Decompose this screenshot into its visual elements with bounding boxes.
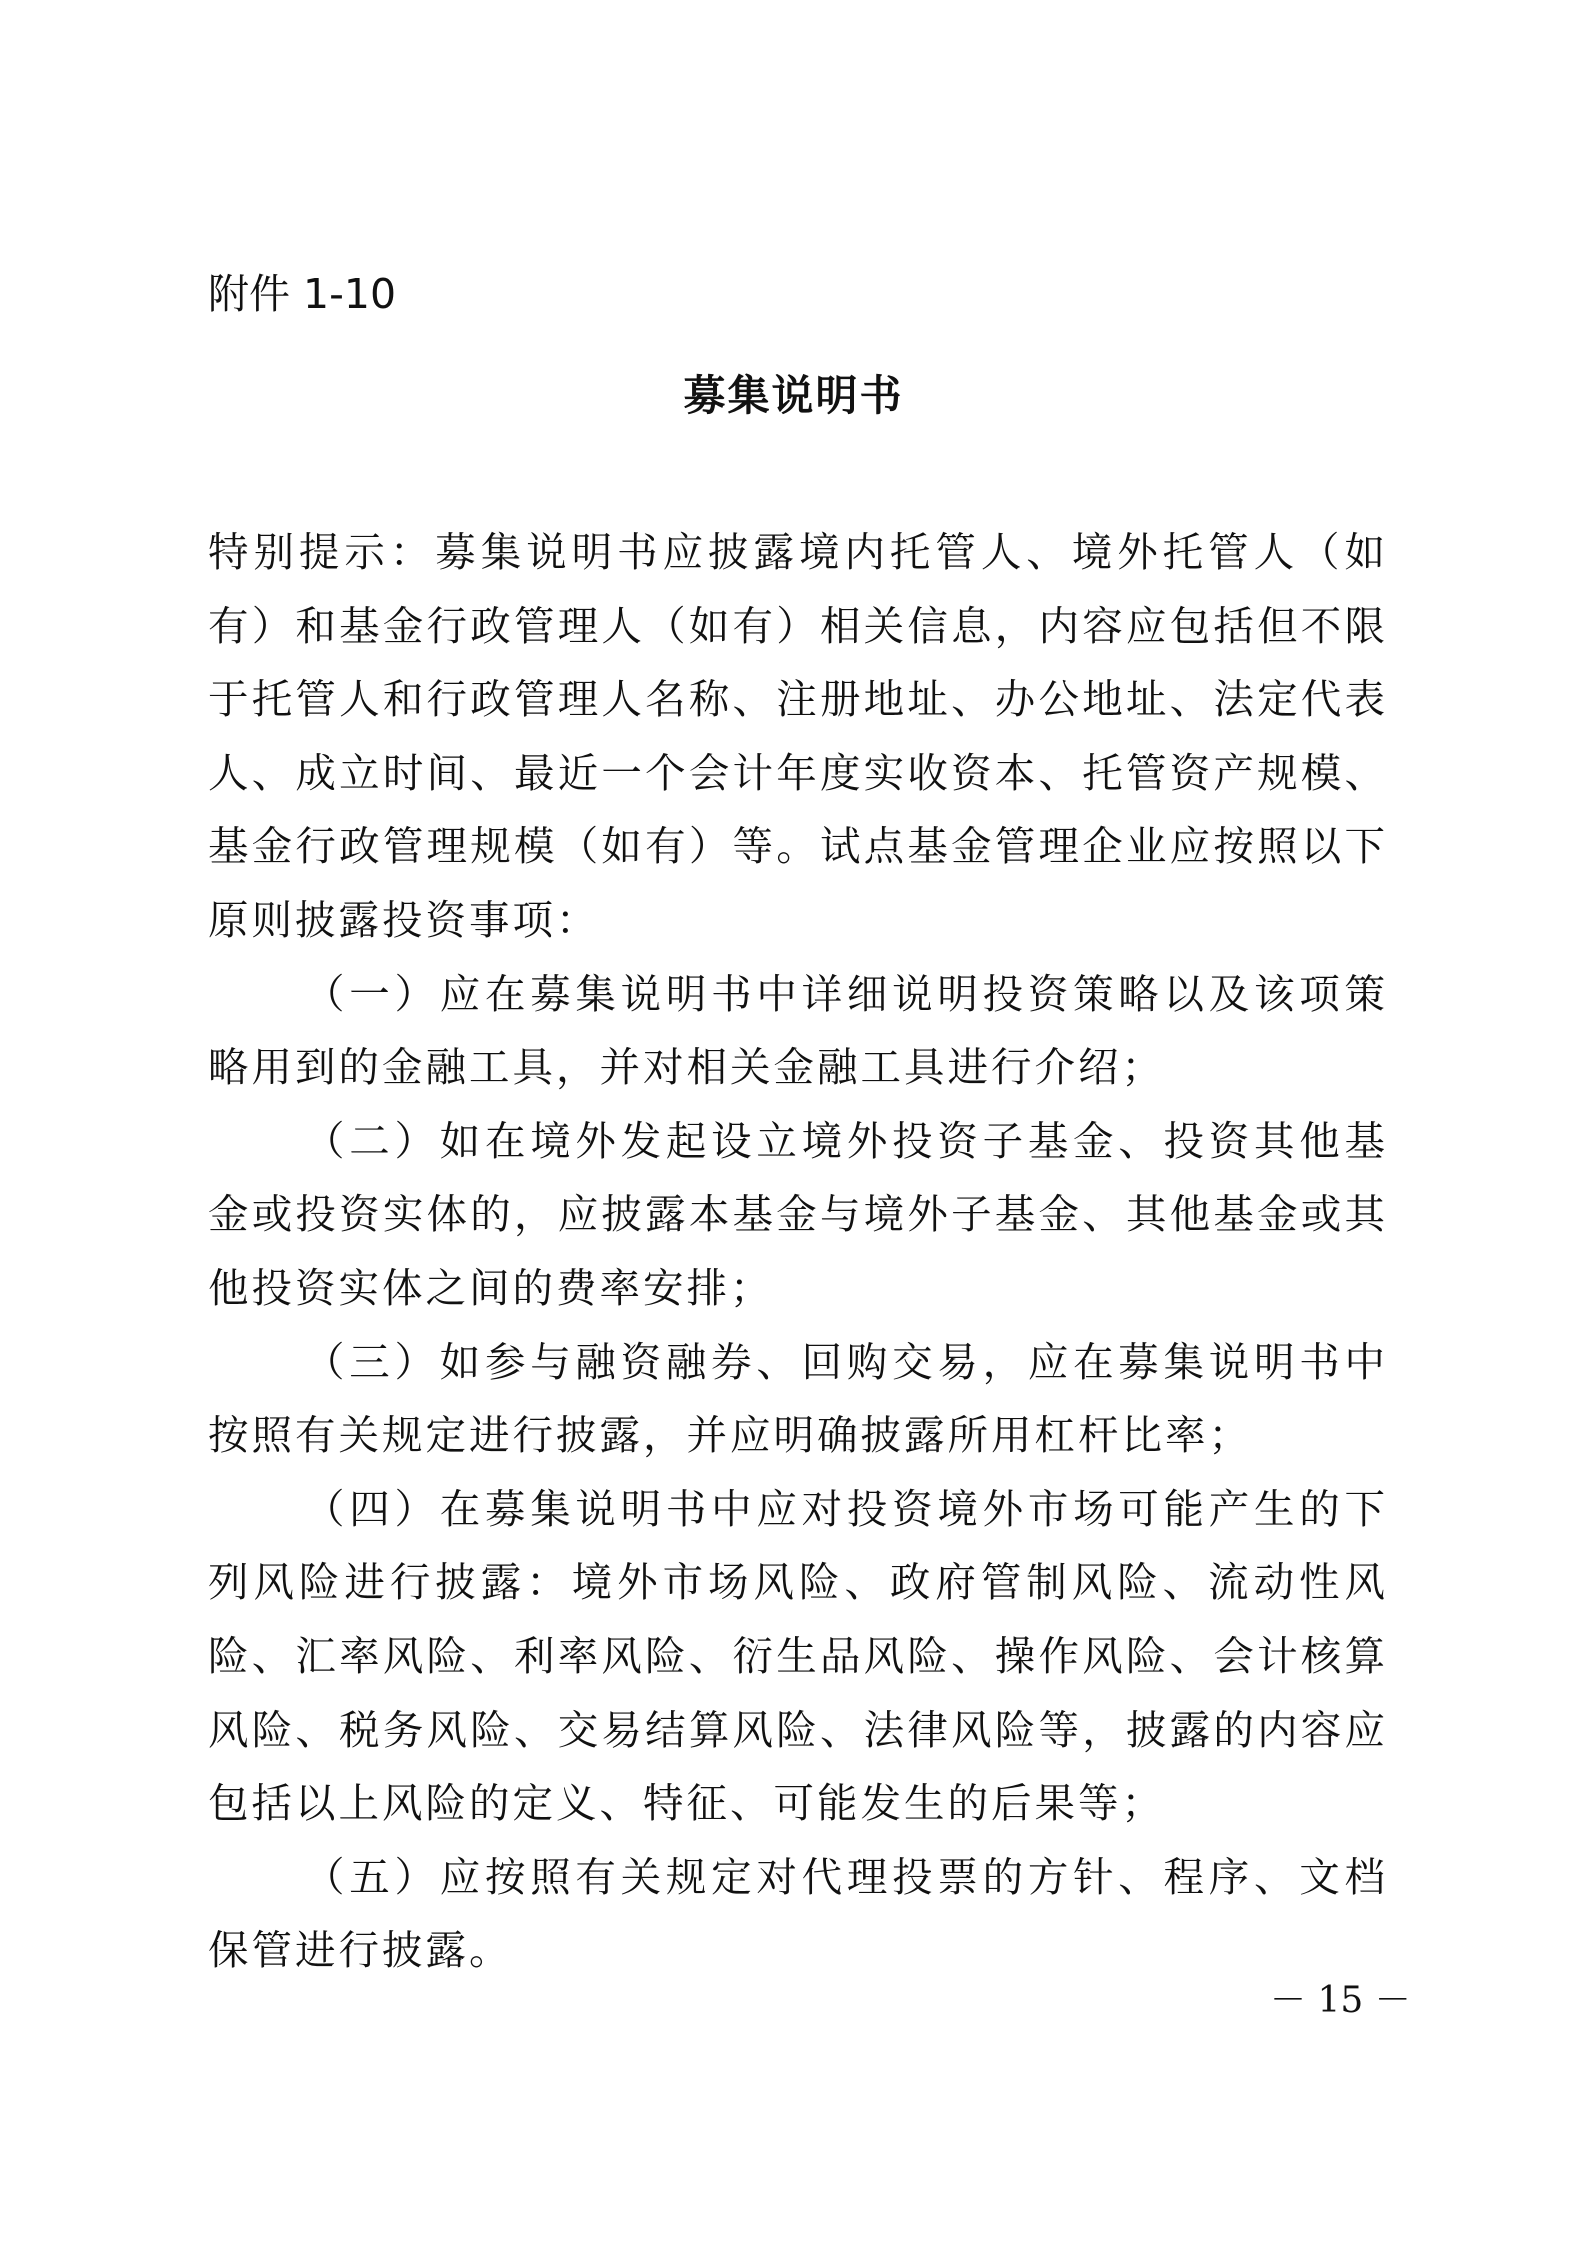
intro-paragraph: 特别提示：募集说明书应披露境内托管人、境外托管人（如有）和基金行政管理人（如有）相关信息，内容应包括但不限于托管人和行政管理人名称、注册地址、办公地址、法定代表人、成立时间、最近一个会计年度实收资本、托管资产规模、基金行政管理规模（如有）等。试点基金管理企业应按照以下原则披露投资事项： xyxy=(208,528,1388,944)
item-paragraph-3: （三）如参与融资融券、回购交易，应在募集说明书中按照有关规定进行披露，并应明确披露所用杠杆比率； xyxy=(208,1337,1388,1460)
item-paragraph-2: （二）如在境外发起设立境外投资子基金、投资其他基金或投资实体的，应披露本基金与境外子基金、其他基金或其他投资实体之间的费率安排； xyxy=(208,1116,1388,1312)
item-paragraph-1: （一）应在募集说明书中详细说明投资策略以及该项策略用到的金融工具，并对相关金融工具进行介绍； xyxy=(208,969,1388,1092)
attachment-label: 附件 1-10 xyxy=(208,270,397,318)
document-title: 募集说明书 xyxy=(683,371,904,420)
document-body xyxy=(208,516,1388,1988)
item-paragraph-5: （五）应按照有关规定对代理投票的方针、程序、文档保管进行披露。 xyxy=(208,1852,1388,1975)
page-number: － 15 － xyxy=(1270,1980,1411,2021)
item-paragraph-4: （四）在募集说明书中应对投资境外市场可能产生的下列风险进行披露：境外市场风险、政府管制风险、流动性风险、汇率风险、利率风险、衍生品风险、操作风险、会计核算风险、税务风险、交易结算风险、法律风险等，披露的内容应包括以上风险的定义、特征、可能发生的后果等； xyxy=(208,1484,1388,1828)
